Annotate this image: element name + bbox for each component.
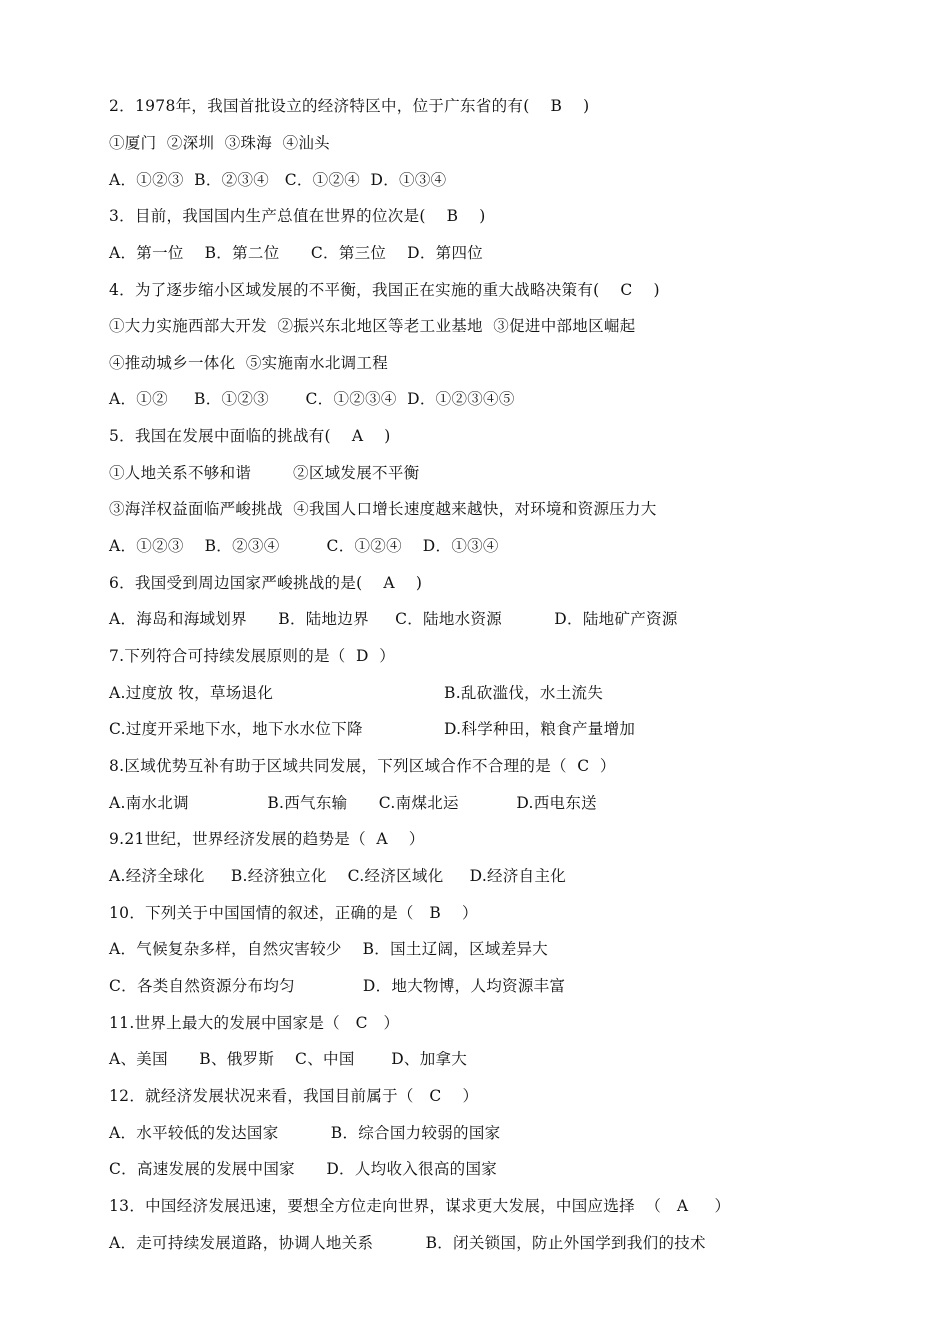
question-13-choices-ab: A．走可持续发展道路，协调人地关系 B．闭关锁国，防止外国学到我们的技术 bbox=[109, 1234, 706, 1252]
choice-c: C.过度开采地下水，地下水水位下降 bbox=[109, 720, 363, 738]
question-4-choices: A．①② B．①②③ C．①②③④ D．①②③④⑤ bbox=[109, 390, 515, 408]
question-4-options-1: ①大力实施西部大开发 ②振兴东北地区等老工业基地 ③促进中部地区崛起 bbox=[109, 317, 636, 335]
question-2-choices: A．①②③ B．②③④ C．①②④ D．①③④ bbox=[109, 171, 447, 189]
choice-d: D.科学种田，粮食产量增加 bbox=[444, 720, 636, 738]
question-3-choices: A．第一位 B．第二位 C．第三位 D．第四位 bbox=[109, 244, 484, 262]
question-12-choices-ab: A．水平较低的发达国家 B．综合国力较弱的国家 bbox=[109, 1124, 501, 1142]
question-4-stem: 4．为了逐步缩小区域发展的不平衡，我国正在实施的重大战略决策有( C ) bbox=[109, 281, 660, 299]
question-8-stem: 8.区域优势互补有助于区域共同发展，下列区域合作不合理的是（ C ） bbox=[109, 757, 616, 775]
question-5-options-2: ③海洋权益面临严峻挑战 ④我国人口增长速度越来越快，对环境和资源压力大 bbox=[109, 500, 657, 518]
question-2-options: ①厦门 ②深圳 ③珠海 ④汕头 bbox=[109, 134, 330, 152]
question-12-stem: 12．就经济发展状况来看，我国目前属于（ C ） bbox=[109, 1087, 479, 1105]
choice-b: B.乱砍滥伐，水土流失 bbox=[444, 684, 604, 702]
question-2-stem: 2．1978年，我国首批设立的经济特区中，位于广东省的有( B ) bbox=[109, 97, 590, 115]
question-9-stem: 9.21世纪，世界经济发展的趋势是（ A ） bbox=[109, 830, 425, 848]
question-10-choices-cd: C．各类自然资源分布均匀 D．地大物博，人均资源丰富 bbox=[109, 977, 566, 995]
question-12-choices-cd: C．高速发展的发展中国家 D．人均收入很高的国家 bbox=[109, 1160, 498, 1178]
question-3-stem: 3．目前，我国国内生产总值在世界的位次是( B ) bbox=[109, 207, 486, 225]
question-4-options-2: ④推动城乡一体化 ⑤实施南水北调工程 bbox=[109, 354, 389, 372]
question-11-stem: 11.世界上最大的发展中国家是（ C ） bbox=[109, 1014, 400, 1032]
question-5-choices: A．①②③ B．②③④ C．①②④ D．①③④ bbox=[109, 537, 499, 555]
question-5-options-1: ①人地关系不够和谐 ②区域发展不平衡 bbox=[109, 464, 420, 482]
question-13-stem: 13．中国经济发展迅速，要想全方位走向世界，谋求更大发展，中国应选择 （ A ） bbox=[109, 1197, 731, 1215]
question-10-choices-ab: A．气候复杂多样，自然灾害较少 B．国土辽阔，区域差异大 bbox=[109, 940, 549, 958]
question-10-stem: 10．下列关于中国国情的叙述，正确的是（ B ） bbox=[109, 904, 478, 922]
question-11-choices: A、美国 B、俄罗斯 C、中国 D、加拿大 bbox=[109, 1050, 468, 1068]
question-5-stem: 5．我国在发展中面临的挑战有( A ) bbox=[109, 427, 391, 445]
question-8-choices: A.南水北调 B.西气东输 C.南煤北运 D.西电东送 bbox=[109, 794, 597, 812]
question-6-choices: A．海岛和海域划界 B．陆地边界 C．陆地水资源 D．陆地矿产资源 bbox=[109, 610, 678, 628]
question-9-choices: A.经济全球化 B.经济独立化 C.经济区域化 D.经济自主化 bbox=[109, 867, 567, 885]
question-6-stem: 6．我国受到周边国家严峻挑战的是( A ) bbox=[109, 574, 423, 592]
question-7-stem: 7.下列符合可持续发展原则的是（ D ） bbox=[109, 647, 396, 665]
choice-a: A.过度放 牧，草场退化 bbox=[109, 684, 274, 702]
